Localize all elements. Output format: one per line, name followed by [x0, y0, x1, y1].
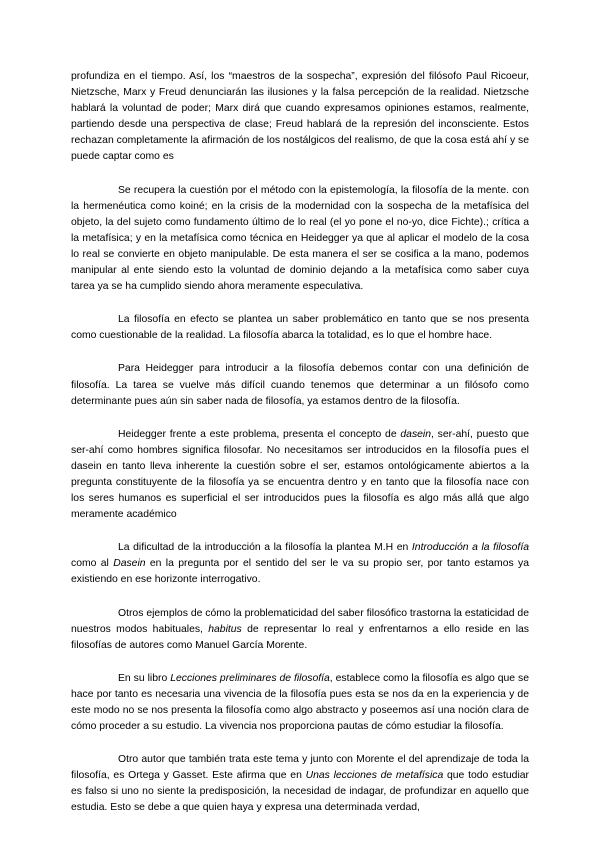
dasein-term-capitalized: Dasein [113, 558, 146, 570]
paragraph-5-text-b: , ser-ahí, puesto que ser-ahí como hombres significa filosofar. No necesitamos ser introducidos en la filosofía pues el dasein en tanto lleva inherente la cuestión sobre el ser, estamos ontológicamente abiertos a la pregunta constituyente de la filosofía ya se encuentra dentro y en tanto que la filosofía nace con los seres humanos es superficial el ser introducidos pues la filosofía es algo más allá que algo meramente académico [71, 428, 529, 521]
paragraph-7 [71, 606, 529, 654]
paragraph-1-text: profundiza en el tiempo. Así, los “maestros de la sospecha”, expresión del filósofo Paul Ricoeur, Nietzsche, Marx y Freud denunciarán las ilusiones y la falsa percepción de la realidad. Nietzsche hablará la voluntad de poder; Marx dirá que cuando expresamos opiniones estamos, realmente, partiendo desde una perspectiva de clase; Freud hablará de la represión del inconsciente. Estos rechazan completamente la afirmación de los nostálgicos del realismo, de que la cosa está ahí y se puede captar como es [71, 71, 530, 163]
paragraph-3-text: La filosofía en efecto se plantea un saber problemático en tanto que se nos presenta como cuestionable de la realidad. La filosofía abarca la totalidad, es lo que el hombre hace. [71, 314, 529, 342]
paragraph-7-text-b: de representar lo real y enfrentarnos a ello reside en las filosofías de autores como Manuel García Morente. [71, 623, 529, 651]
paragraph-9-text-a: Otro autor que también trata este tema y junto con Morente el del aprendizaje de toda la filosofía, es Ortega y Gasset. Este afirma que en [71, 754, 529, 782]
paragraph-8-text-b: , establece como la filosofía es algo que se hace por tanto es necesaria una vivencia de la filosofía pues esta se nos da en la experiencia y de este modo no se nos presenta la filosofía como algo abstracto y poseemos así una noción clara de cómo proceder a su estudio. La vivencia nos proporciona pautas de cómo estudiar la filosofía. [71, 672, 530, 733]
paragraph-5-text-a: Heidegger frente a este problema, presenta el concepto de [118, 428, 401, 440]
paragraph-8 [71, 671, 529, 735]
document-page [71, 69, 529, 834]
paragraph-7-text-a: Otros ejemplos de cómo la problematicidad del saber filosófico trastorna la estaticidad de nuestros modos habituales, [71, 607, 529, 635]
dasein-term: dasein [400, 428, 432, 440]
paragraph-1 [71, 69, 529, 166]
paragraph-2-text: Se recupera la cuestión por el método con la epistemología, la filosofía de la mente. con la hermenéutica como koiné; en la crisis de la modernidad con la sospecha de la metafísica del objeto, la del sujeto como fundamento último de lo real (el yo pone el no-yo, dice Fichte).; crítica a la metafísica; y en la metafísica como técnica en Heidegger ya que al aplicar el modelo de la cosa lo real se convierte en objeto manipulable. De esta manera el ser se cosifica a la mano, podemos manipular al ente siendo esto la voluntad de dominio dejando a la metafísica como saber cuya tarea ya se ha cumplido siendo ahora meramente especulativa. [71, 184, 529, 293]
book-title-lecciones: Lecciones preliminares de filosofía [170, 672, 330, 684]
book-title-introduccion: Introducción a la filosofía [411, 542, 529, 554]
paragraph-6-text-a: La dificultad de la introducción a la filosofía la plantea M.H en [118, 542, 412, 554]
paragraph-6 [71, 540, 529, 588]
paragraph-3 [71, 312, 529, 344]
paragraph-6-text-c: en la pregunta por el sentido del ser le va su propio ser, por tanto estamos ya existiendo en ese horizonte interrogativo. [71, 558, 529, 586]
book-title-metafisica: Unas lecciones de metafísica [305, 770, 444, 782]
paragraph-2 [71, 183, 529, 296]
paragraph-4-text: Para Heidegger para introducir a la filosofía debemos contar con una definición de filosofía. La tarea se vuelve más difícil cuando tenemos que determinar a un filósofo como determinante pues aún sin saber nada de filosofía, ya estamos dentro de la filosofía. [71, 363, 529, 407]
paragraph-8-text-a: En su libro [118, 672, 171, 684]
paragraph-4 [71, 361, 529, 409]
paragraph-9 [71, 752, 529, 816]
paragraph-6-text-b: como al [71, 558, 114, 570]
paragraph-9-text-b: que todo estudiar es falso si uno no siente la predisposición, la necesidad de indagar, de profundizar en aquello que estudia. Esto se debe a que quien haya y expresa una determinada verdad, [71, 770, 529, 814]
habitus-term: habitus [208, 623, 242, 635]
paragraph-5 [71, 427, 529, 524]
